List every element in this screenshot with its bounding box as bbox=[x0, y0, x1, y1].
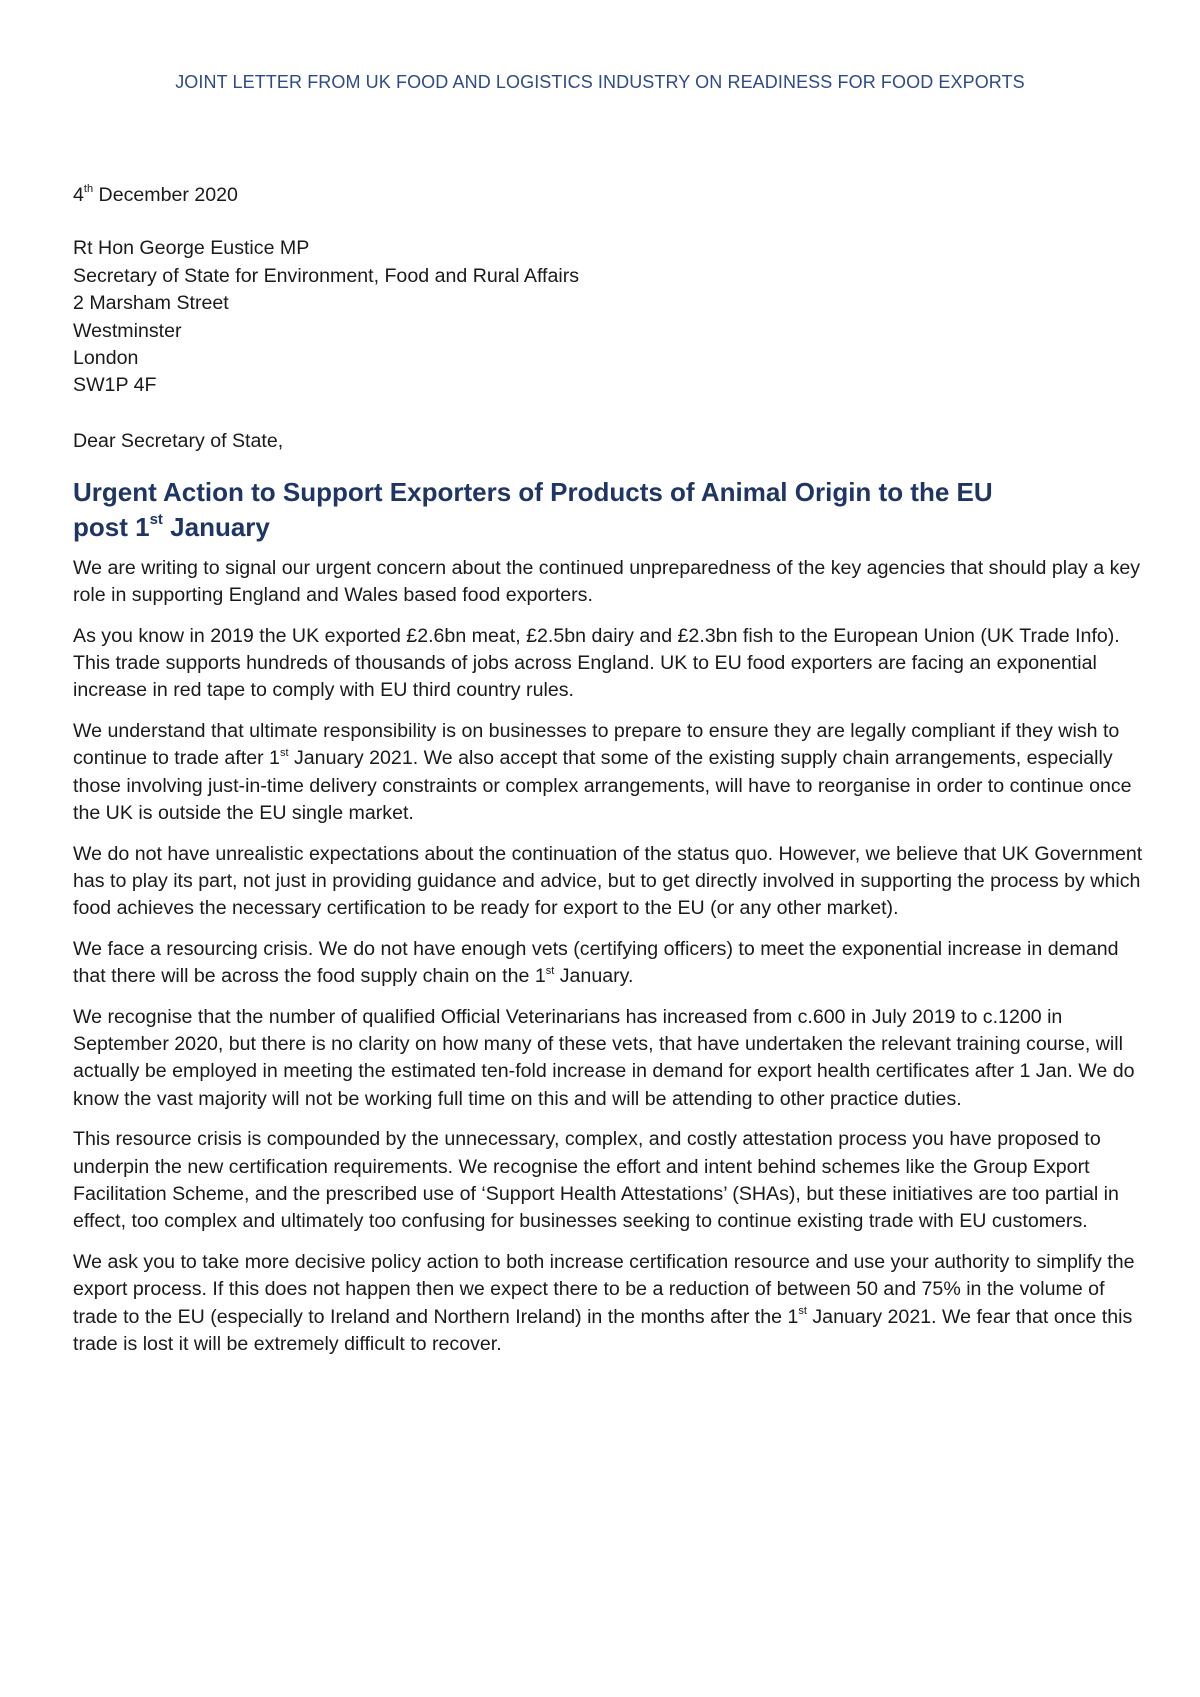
subject-line-2-sup: st bbox=[149, 511, 163, 529]
address-line-title: Secretary of State for Environment, Food and Rural Affairs bbox=[73, 264, 580, 287]
address-line-area: Westminster bbox=[73, 319, 182, 342]
subject-line-2-post: January bbox=[162, 511, 270, 542]
subject-line-2-pre: post 1 bbox=[73, 511, 150, 542]
paragraph-5-post: January. bbox=[554, 965, 634, 988]
paragraph-7: This resource crisis is compounded by the unnecessary, complex, and costly attestation process you have proposed to underpin the new certification requirements. We recognise the effort and intent behind schemes like the Group Export Facilitation Scheme, and the prescribed use of ‘Support Health Attestations’ (SHAs), but these initiatives are too partial in effect, too complex and ultimately too confusing for businesses seeking to continue existing trade with EU customers. bbox=[73, 1128, 1119, 1233]
paragraph-8 bbox=[73, 1249, 1143, 1359]
running-header: JOINT LETTER FROM UK FOOD AND LOGISTICS INDUSTRY ON READINESS FOR FOOD EXPORTS bbox=[175, 72, 1025, 92]
paragraph-3-post: January 2021. We also accept that some of the existing supply chain arrangements, especially those involving just-in-time delivery constraints or complex arrangements, will have to reorganise in order to continue once the UK is outside the EU single market. bbox=[73, 747, 1132, 825]
subject-line-2 bbox=[73, 510, 1143, 545]
letter-date bbox=[73, 182, 1143, 209]
paragraph-3-pre: We understand that ultimate responsibility is on businesses to prepare to ensure they are legally compliant if they wish to continue to trade after 1 bbox=[73, 719, 1120, 770]
salutation: Dear Secretary of State, bbox=[73, 429, 284, 452]
paragraph-5-pre: We face a resourcing crisis. We do not have enough vets (certifying officers) to meet the exponential increase in demand that there will be across the food supply chain on the 1 bbox=[73, 937, 1119, 988]
date-suffix: th bbox=[83, 183, 94, 196]
paragraph-6: We recognise that the number of qualified Official Veterinarians has increased from c.600 in July 2019 to c.1200 in September 2020, but there is no clarity on how many of these vets, that have undertaken the relevant training course, will actually be employed in meeting the estimated ten-fold increase in demand for export health certificates after 1 Jan. We do know the vast majority will not be working full time on this and will be attending to other practice duties. bbox=[73, 1005, 1135, 1110]
address-line-city: London bbox=[73, 347, 139, 370]
paragraph-8-post: January 2021. We fear that once this trade is lost it will be extremely difficult to recover. bbox=[73, 1305, 1133, 1355]
address-line-street: 2 Marsham Street bbox=[73, 292, 229, 315]
address-line-postcode: SW1P 4F bbox=[73, 374, 157, 397]
address-line-name: Rt Hon George Eustice MP bbox=[73, 237, 310, 260]
paragraph-8-sup: st bbox=[798, 1305, 807, 1318]
paragraph-3-sup: st bbox=[279, 746, 289, 759]
paragraph-8-pre: We ask you to take more decisive policy action to both increase certification resource and use your authority to simplify the export process. If this does not happen then we expect there to be a reduction of between 50 and 75% in the volume of trade to the EU (especially to Ireland and Northern Ireland) in the months after the 1 bbox=[73, 1250, 1135, 1328]
subject-heading bbox=[73, 475, 1143, 545]
paragraph-5 bbox=[73, 936, 1143, 991]
date-rest: December 2020 bbox=[93, 184, 238, 206]
subject-line-1: Urgent Action to Support Exporters of Products of Animal Origin to the EU bbox=[73, 476, 993, 507]
paragraph-2: As you know in 2019 the UK exported £2.6bn meat, £2.5bn dairy and £2.3bn fish to the European Union (UK Trade Info). This trade supports hundreds of thousands of jobs across England. UK to EU food exporters are facing an exponential increase in red tape to comply with EU third country rules. bbox=[73, 624, 1120, 702]
paragraph-5-sup: st bbox=[545, 964, 555, 977]
paragraph-1: We are writing to signal our urgent concern about the continued unpreparedness of the key agencies that should play a key role in supporting England and Wales based food exporters. bbox=[73, 556, 1141, 607]
paragraph-4: We do not have unrealistic expectations about the continuation of the status quo. However, we believe that UK Government has to play its part, not just in providing guidance and advice, but to get directly involved in supporting the process by which food achieves the necessary certification to be ready for export to the EU (or any other market). bbox=[73, 842, 1143, 920]
letter-body bbox=[73, 182, 1143, 1358]
paragraph-3 bbox=[73, 718, 1143, 828]
date-day: 4 bbox=[73, 184, 84, 206]
recipient-address bbox=[73, 235, 1143, 399]
paragraph-group bbox=[73, 555, 1143, 1359]
